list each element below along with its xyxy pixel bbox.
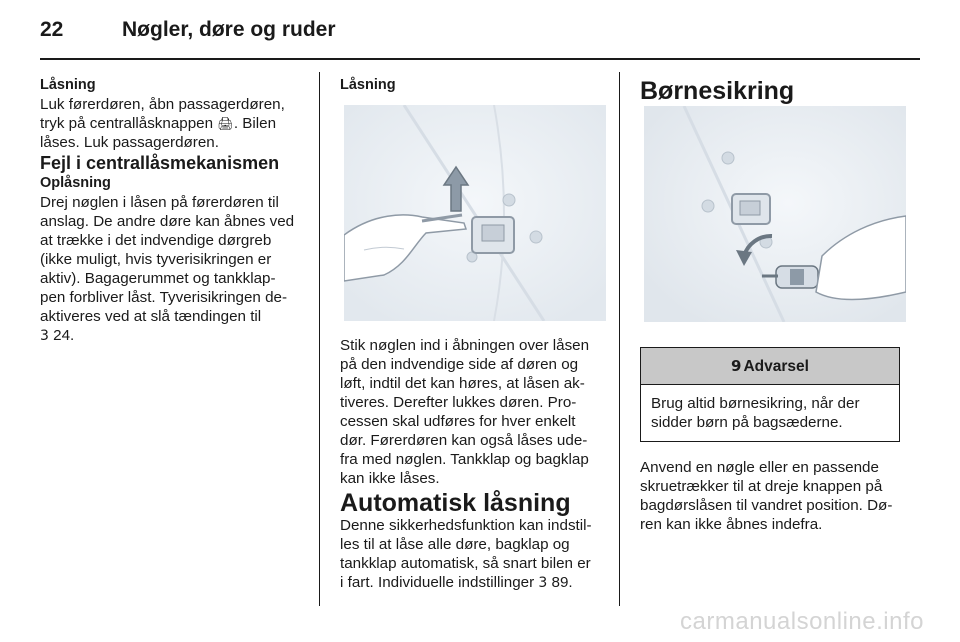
chapter-title: Nøgler, døre og ruder xyxy=(122,18,336,41)
paragraph-manual-lock: Stik nøglen ind i åbningen over låsen på den indvendige side af døren og løft, indtil det kan høres, at låsen ak- tiveres. Derefter lukkes døren. Pro- cessen skal udføres for hver enkelt dør. Førerdøren kan også låses ude- fra med nøglen. Tankklap og bagklap kan ikke låses. xyxy=(340,337,590,487)
page-header xyxy=(40,18,920,48)
subheading-locking: Låsning xyxy=(40,77,96,93)
warning-text: Brug altid børnesikring, når der sidder børn på bagsæderne. xyxy=(651,395,860,431)
subheading-locking-manual: Låsning xyxy=(340,77,396,93)
paragraph-locking: Luk førerdøren, åbn passagerdøren, tryk på centrallåsknappen 🖨. Bilen låses. Luk passagerdøren. xyxy=(40,96,285,151)
paragraph-child-lock: Anvend en nøgle eller en passende skruetrækker til at dreje knappen på bagdørslåsen til vandret position. Dø- ren kan ikke åbnes indefra. xyxy=(640,459,893,533)
xref-arrow-icon: 3 xyxy=(40,328,49,344)
lock-striker-icon xyxy=(732,194,770,224)
watermark: carmanualsonline.info xyxy=(680,608,924,635)
lock-striker-icon xyxy=(472,217,514,253)
warning-box xyxy=(640,347,900,442)
column-divider-1 xyxy=(319,72,320,606)
paragraph-automatic-locking: Denne sikkerhedsfunktion kan indstil- les til at låse alle døre, bagklap og tankklap automatisk, så snart bilen er i fart. Individuelle indstillinger 3 89. xyxy=(340,517,592,591)
central-lock-icon: 🖨 xyxy=(217,116,234,131)
page-number: 22 xyxy=(40,18,64,41)
warning-header xyxy=(641,348,899,385)
warning-triangle-icon: 9 xyxy=(731,356,742,375)
xref-link[interactable]: 89. xyxy=(547,574,573,591)
child-lock-figure xyxy=(644,106,906,322)
column-2 xyxy=(340,76,612,593)
column-3 xyxy=(640,76,920,534)
subheading-unlocking: Oplåsning xyxy=(40,175,111,191)
heading-central-lock-fault: Fejl i centrallåsmekanismen xyxy=(40,153,280,173)
door-lock-figure xyxy=(344,105,606,321)
xref-link[interactable]: 24. xyxy=(48,327,75,344)
warning-title: Advarsel xyxy=(743,357,809,375)
xref-arrow-icon: 3 xyxy=(538,575,548,591)
column-1 xyxy=(40,76,310,346)
column-divider-2 xyxy=(619,72,620,606)
heading-child-lock: Børnesikring xyxy=(640,77,795,105)
header-rule xyxy=(40,58,920,60)
paragraph-unlocking: Drej nøglen i låsen på førerdøren til anslag. De andre døre kan åbnes ved at trække i det indvendige dørgreb (ikke muligt, hvis tyverisikringen er aktiv). Bagagerummet og tankklap- pen forbliver låst. Tyverisikringen de- aktiveres ved at slå tændingen til 3 24. xyxy=(40,194,295,344)
heading-automatic-locking: Automatisk låsning xyxy=(340,489,571,517)
